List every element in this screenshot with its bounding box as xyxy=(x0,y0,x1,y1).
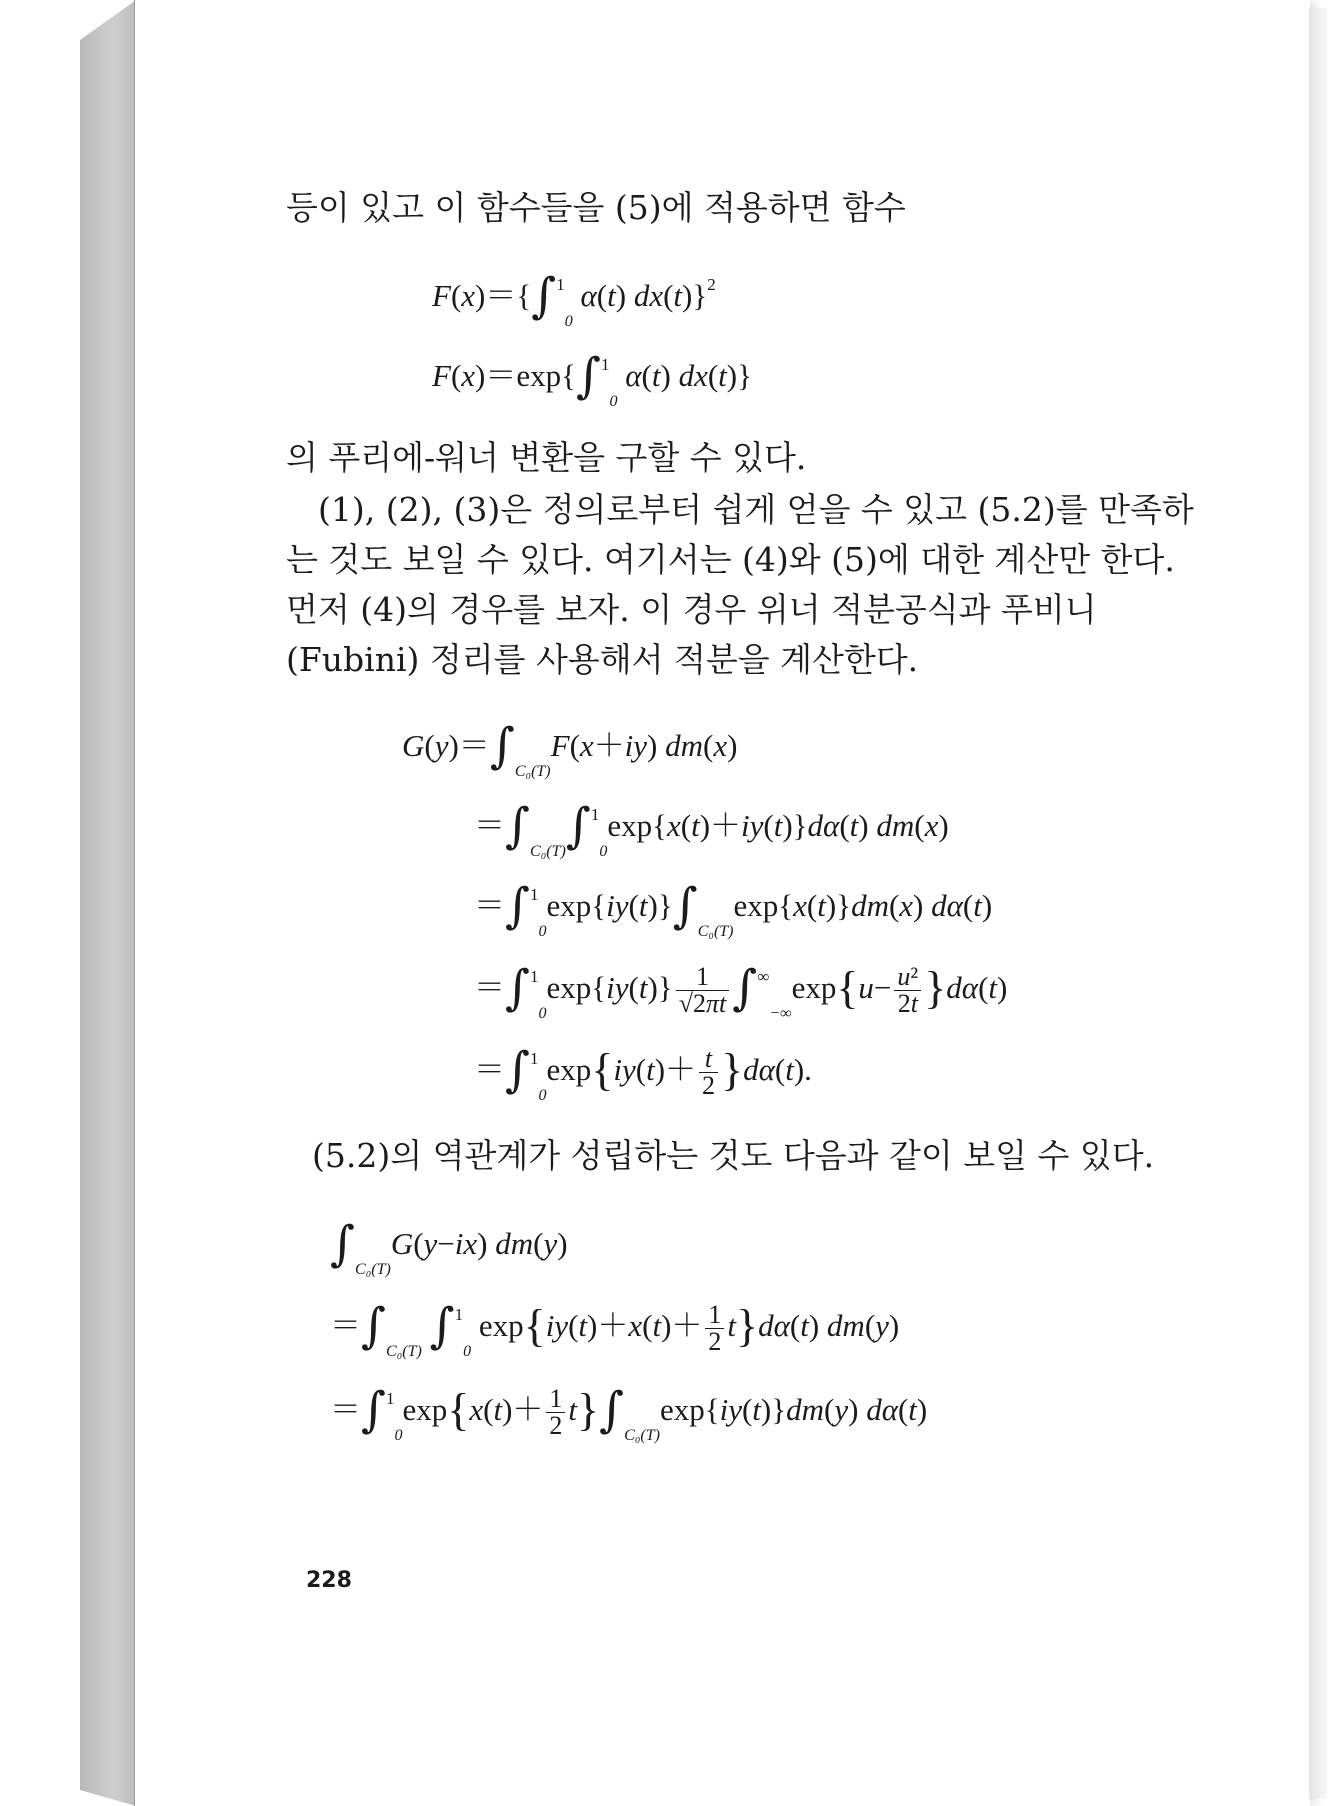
text-line-7: (5.2)의 역관계가 성립하는 것도 다음과 같이 보일 수 있다. xyxy=(312,1136,1155,1175)
book-spine xyxy=(80,0,136,1806)
equation-f-square: F(x)＝{∫$^1_0$ α(t) dx(t)}$^2$ xyxy=(432,268,716,330)
equation-inv-2: $=\int_{C_0(T)}$ ∫$^1_0$ exp{iy(t)＋x(t)＋ $\frac{1}{2}$ t}dα(t) dm(y) xyxy=(330,1298,900,1360)
page-number: 228 xyxy=(306,1568,352,1593)
text-line-5: 먼저 (4)의 경우를 보자. 이 경우 위너 적분공식과 푸비니 xyxy=(286,590,1097,629)
equation-f-exp: F(x)＝exp{∫$^1_0$ α(t) dx(t)} xyxy=(432,348,752,410)
equation-g-5: ＝∫$^1_0$exp{iy(t)＋ $\frac{t}{2}$ }dα(t). xyxy=(474,1042,812,1104)
page-edge xyxy=(1309,8,1327,1798)
text-line-2: 의 푸리에-워너 변환을 구할 수 있다. xyxy=(286,438,807,477)
equation-g-4: ＝∫$^1_0$exp{iy(t)} $\frac{1}{√2\pi t}$ $\int^\infty_{-\infty}\exp\{u-$ $\frac{\text{u²}}{2t}$ }dα(t) xyxy=(474,960,1008,1022)
text-line-1: 등이 있고 이 함수들을 (5)에 적용하면 함수 xyxy=(286,188,906,227)
equation-g-1: $G(y)=\int_{C_0(T)}F(x+iy)$ dm(x) xyxy=(402,718,738,780)
text-line-6: (Fubini) 정리를 사용해서 적분을 계산한다. xyxy=(286,640,919,679)
text-line-4: 는 것도 보일 수 있다. 여기서는 (4)와 (5)에 대한 계산만 한다. xyxy=(286,540,1175,579)
equation-g-3: $=\int^1_0\exp\{iy(t)\}\int_{C_0(T)}\exp\{x(t)\}dm(x)$ dα(t) xyxy=(474,878,993,940)
equation-inv-3: ＝∫$^1_0$exp{x(t)＋ $\frac{1}{2}$ $t\}\int_{C_0(T)}\exp\{iy(t)\}dm(y)$ dα(t) xyxy=(330,1382,928,1444)
equation-inv-1: $\int_{C_0(T)}G(y-ix)$ dm(y) xyxy=(330,1216,568,1278)
equation-g-2: $=\int_{C_0(T)}\int^1_0\exp\{x(t)+iy(t)\}d\alpha(t)$ dm(x) xyxy=(474,798,949,860)
text-line-3: (1), (2), (3)은 정의로부터 쉽게 얻을 수 있고 (5.2)를 만족하 xyxy=(318,490,1194,529)
